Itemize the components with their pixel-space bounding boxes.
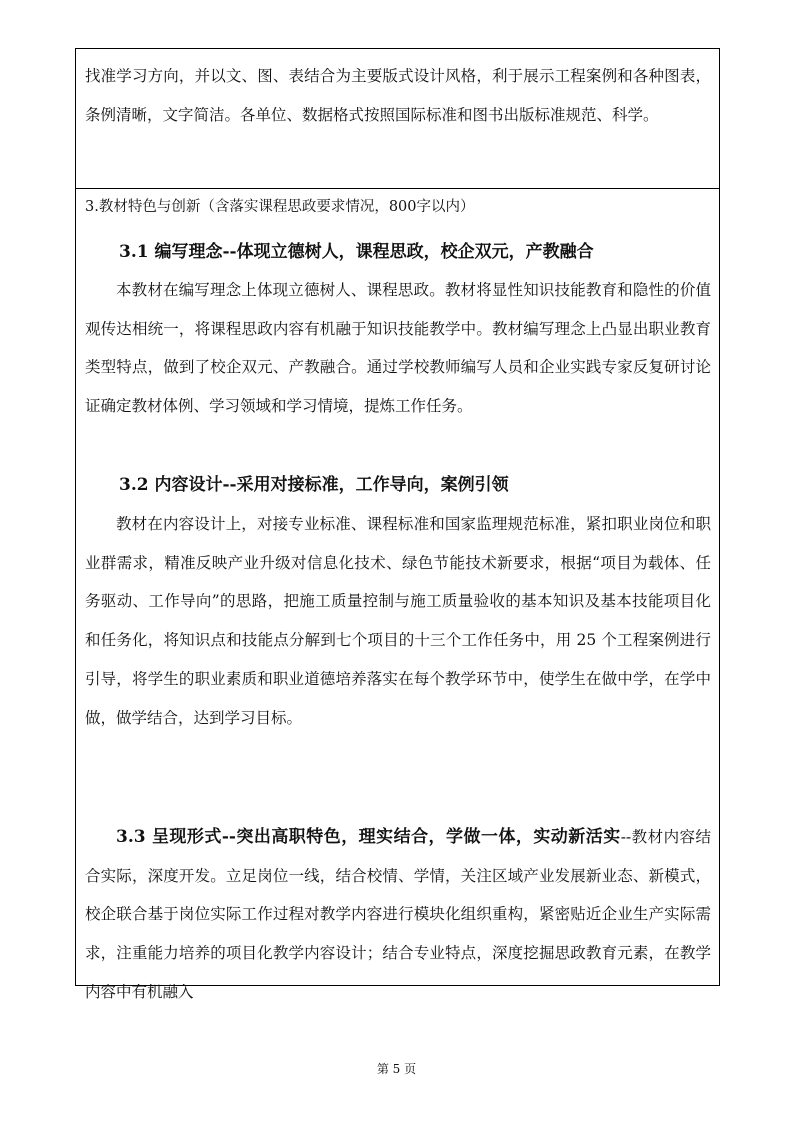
previous-paragraph: 找准学习方向，并以文、图、表结合为主要版式设计风格，利于展示工程案例和各种图表，条例清晰，文字简洁。各单位、数据格式按照国际标准和图书出版标准规范、科学。	[85, 67, 711, 124]
paragraph-3-2: 教材在内容设计上，对接专业标准、课程标准和国家监理规范标准，紧扣职业岗位和职业群需求，精准反映产业升级对信息化技术、绿色节能技术新要求，根据“项目为载体、任务驱动、工作导向”的思路，把施工质量控制与施工质量验收的基本知识及基本技能项目化和任务化，将知识点和技能点分解到七个项目的十三个工作任务中，用 25 个工程案例进行引导，将学生的职业素质和职业道德培养落实在每个教学环节中，使学生在做中学，在学中做，做学结合，达到学习目标。	[85, 515, 711, 727]
heading-3-1: 3.1 编写理念--体现立德树人，课程思政，校企双元，产教融合	[119, 242, 594, 262]
paragraph-3-3	[85, 818, 711, 1012]
heading-3-2: 3.2 内容设计--采用对接标准，工作导向，案例引领	[119, 475, 509, 495]
table-row-previous	[76, 49, 719, 189]
table-row-features	[76, 189, 719, 1001]
heading-3-3: 3.3 呈现形式--突出高职特色，理实结合，学做一体，实动新活实	[116, 827, 621, 847]
paragraph-3-1: 本教材在编写理念上体现立德树人、课程思政。教材将显性知识技能教育和隐性的价值观传达相统一，将课程思政内容有机融于知识技能教学中。教材编写理念上凸显出职业教育类型特点，做到了校企双元、产教融合。通过学校教师编写人员和企业实践专家反复研讨论证确定教材体例、学习领域和学习情境，提炼工作任务。	[85, 281, 711, 416]
section-label: 3.教材特色与创新（含落实课程思政要求情况，800字以内）	[85, 199, 475, 215]
paragraph-3-3-body: --教材内容结合实际，深度开发。立足岗位一线，结合校情、学情，关注区域产业发展新业态、新模式，校企联合基于岗位实际工作过程对教学内容进行模块化组织重构，紧密贴近企业生产实际需求，注重能力培养的项目化教学内容设计；结合专业特点，深度挖掘思政教育元素，在教学内容中有机融入	[85, 828, 711, 1001]
page-number: 第 5 页	[376, 1062, 417, 1076]
content-table	[75, 48, 720, 1001]
